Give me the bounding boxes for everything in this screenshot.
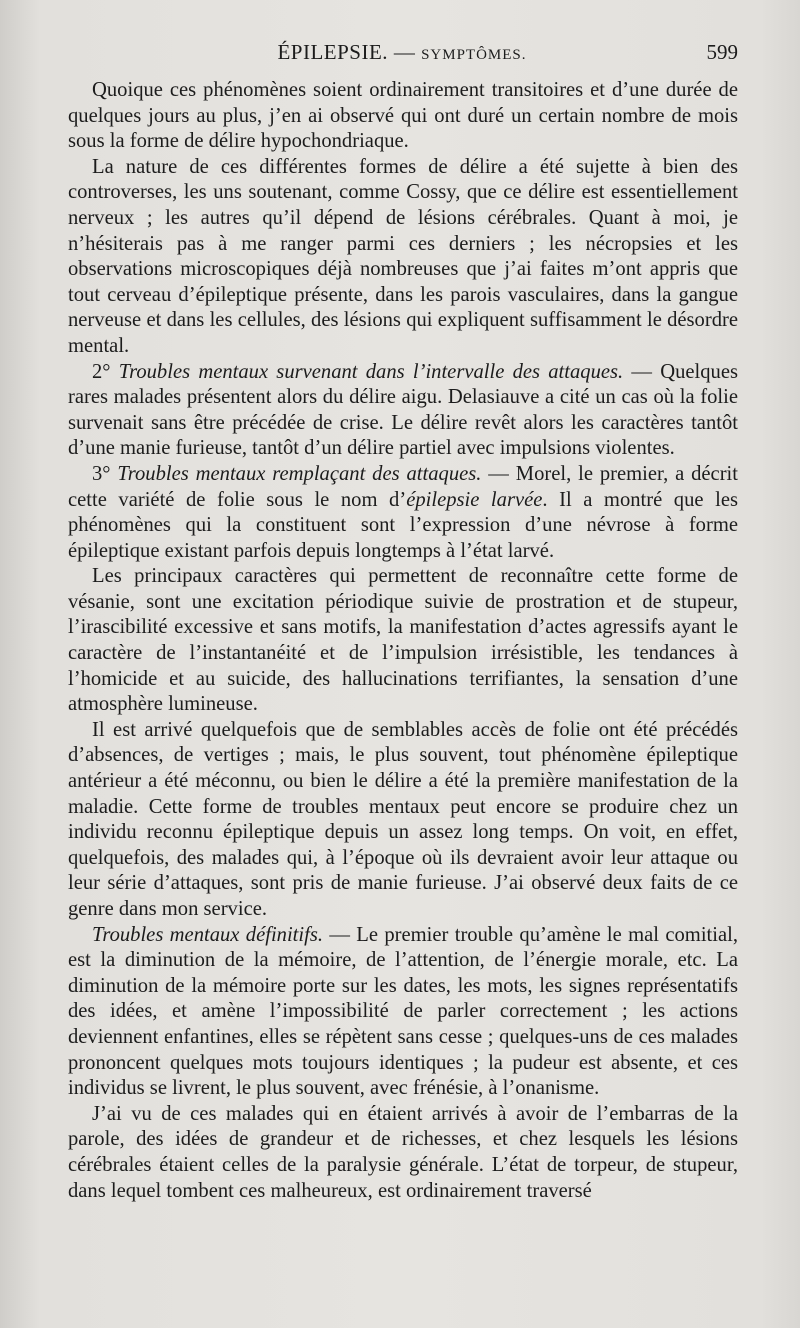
running-header xyxy=(66,38,738,68)
italic-text: Troubles mentaux définitifs. xyxy=(92,923,324,946)
paragraph xyxy=(68,923,738,1102)
text-run: Quoique ces phénomènes soient ordinairement transitoires et d’une durée de quelques jours au plus, j’en ai observé qui ont duré un certain nombre de mois sous la forme de délire hypochondriaque. xyxy=(68,79,738,153)
paragraph xyxy=(68,155,738,360)
text-run: — Morel, le premier, a décrit cette variété de folie sous le nom d’ xyxy=(68,462,738,511)
text-run: Il est arrivé quelquefois que de semblables accès de folie ont été précédés d’absences, de vertiges ; mais, le plus souvent, tout phénomène épileptique antérieur a été méconnu, ou bien le délire a été la première manifestation de la maladie. Cette forme de troubles mentaux peut encore se produire chez un individu reconnu épileptique depuis un assez long temps. On voit, en effet, quelquefois, des malades qui, à l’époque où ils devraient avoir leur attaque ou leur série d’attaques, sont pris de manie furieuse. J’ai observé deux faits de ce genre dans mon service. xyxy=(68,718,738,920)
paragraph xyxy=(68,360,738,462)
title-separator: — xyxy=(388,40,422,64)
paragraph xyxy=(68,718,738,923)
body-text xyxy=(68,78,738,1204)
text-run: — Le premier trouble qu’amène le mal comitial, est la diminution de la mémoire, de l’attention, de l’énergie morale, etc. La diminution de la mémoire porte sur les dates, les mots, les signes représentatifs des idées, et amène l’impossibilité de parler correctement ; les actions deviennent enfantines, elles se répètent sans cesse ; quelques-uns de ces malades prononcent quelques mots toujours identiques ; la pudeur est absente, et ces individus se livrent, le plus souvent, avec frénésie, à l’onanisme. xyxy=(68,923,738,1100)
running-title xyxy=(66,40,738,65)
italic-text: épilepsie larvée xyxy=(406,488,543,511)
title-subtitle: SYMPTÔMES. xyxy=(421,47,527,63)
text-run: La nature de ces différentes formes de délire a été sujette à bien des controverses, les uns soutenant, comme Cossy, que ce délire est essentiellement nerveux ; les autres qu’il dépend de lésions cérébrales. Quant à moi, je n’hésiterais pas à me ranger parmi ces derniers ; les nécropsies et les observations microscopiques déjà nombreuses que j’ai faites m’ont appris que tout cerveau d’épileptique présente, dans les parois vasculaires, dans la gangue nerveuse et dans les cellules, des lésions qui expliquent suffisamment le désordre mental. xyxy=(68,155,738,357)
italic-text: Troubles mentaux survenant dans l’intervalle des attaques. xyxy=(118,360,624,383)
text-run: J’ai vu de ces malades qui en étaient arrivés à avoir de l’embarras de la parole, des idées de grandeur et de richesses, et chez lesquels les lésions cérébrales étaient celles de la paralysie générale. L’état de torpeur, de stupeur, dans lequel tombent ces malheureux, est ordinairement traversé xyxy=(68,1102,738,1202)
text-run: . Il a montré que les phénomènes qui la constituent sont l’expression d’une névrose à forme épileptique existant parfois depuis longtemps à l’état larvé. xyxy=(68,488,738,562)
paragraph xyxy=(68,462,738,564)
text-run: — Quelques rares malades présentent alors du délire aigu. Delasiauve a cité un cas où la folie survenait sans être précédée de crise. Le délire revêt alors les caractères tantôt d’une manie furieuse, tantôt d’un délire partiel avec impulsions violentes. xyxy=(68,360,739,460)
title-main: ÉPILEPSIE. xyxy=(277,40,389,64)
text-run: 2° xyxy=(92,360,119,383)
page-number: 599 xyxy=(706,40,738,64)
italic-text: Troubles mentaux remplaçant des attaques. xyxy=(117,462,482,485)
paragraph xyxy=(68,1102,738,1204)
paragraph xyxy=(68,564,738,718)
text-run: Les principaux caractères qui permettent de reconnaître cette forme de vésanie, sont une excitation périodique suivie de prostration et de stupeur, l’irascibilité excessive et sans motifs, la manifestation d’actes agressifs ayant le caractère de l’instantanéité et de l’impulsion irrésistible, les tendances à l’homicide et au suicide, des hallucinations terrifiantes, la sensation d’une atmosphère lumineuse. xyxy=(68,565,738,716)
paragraph xyxy=(68,78,738,155)
text-run: 3° xyxy=(92,462,118,485)
